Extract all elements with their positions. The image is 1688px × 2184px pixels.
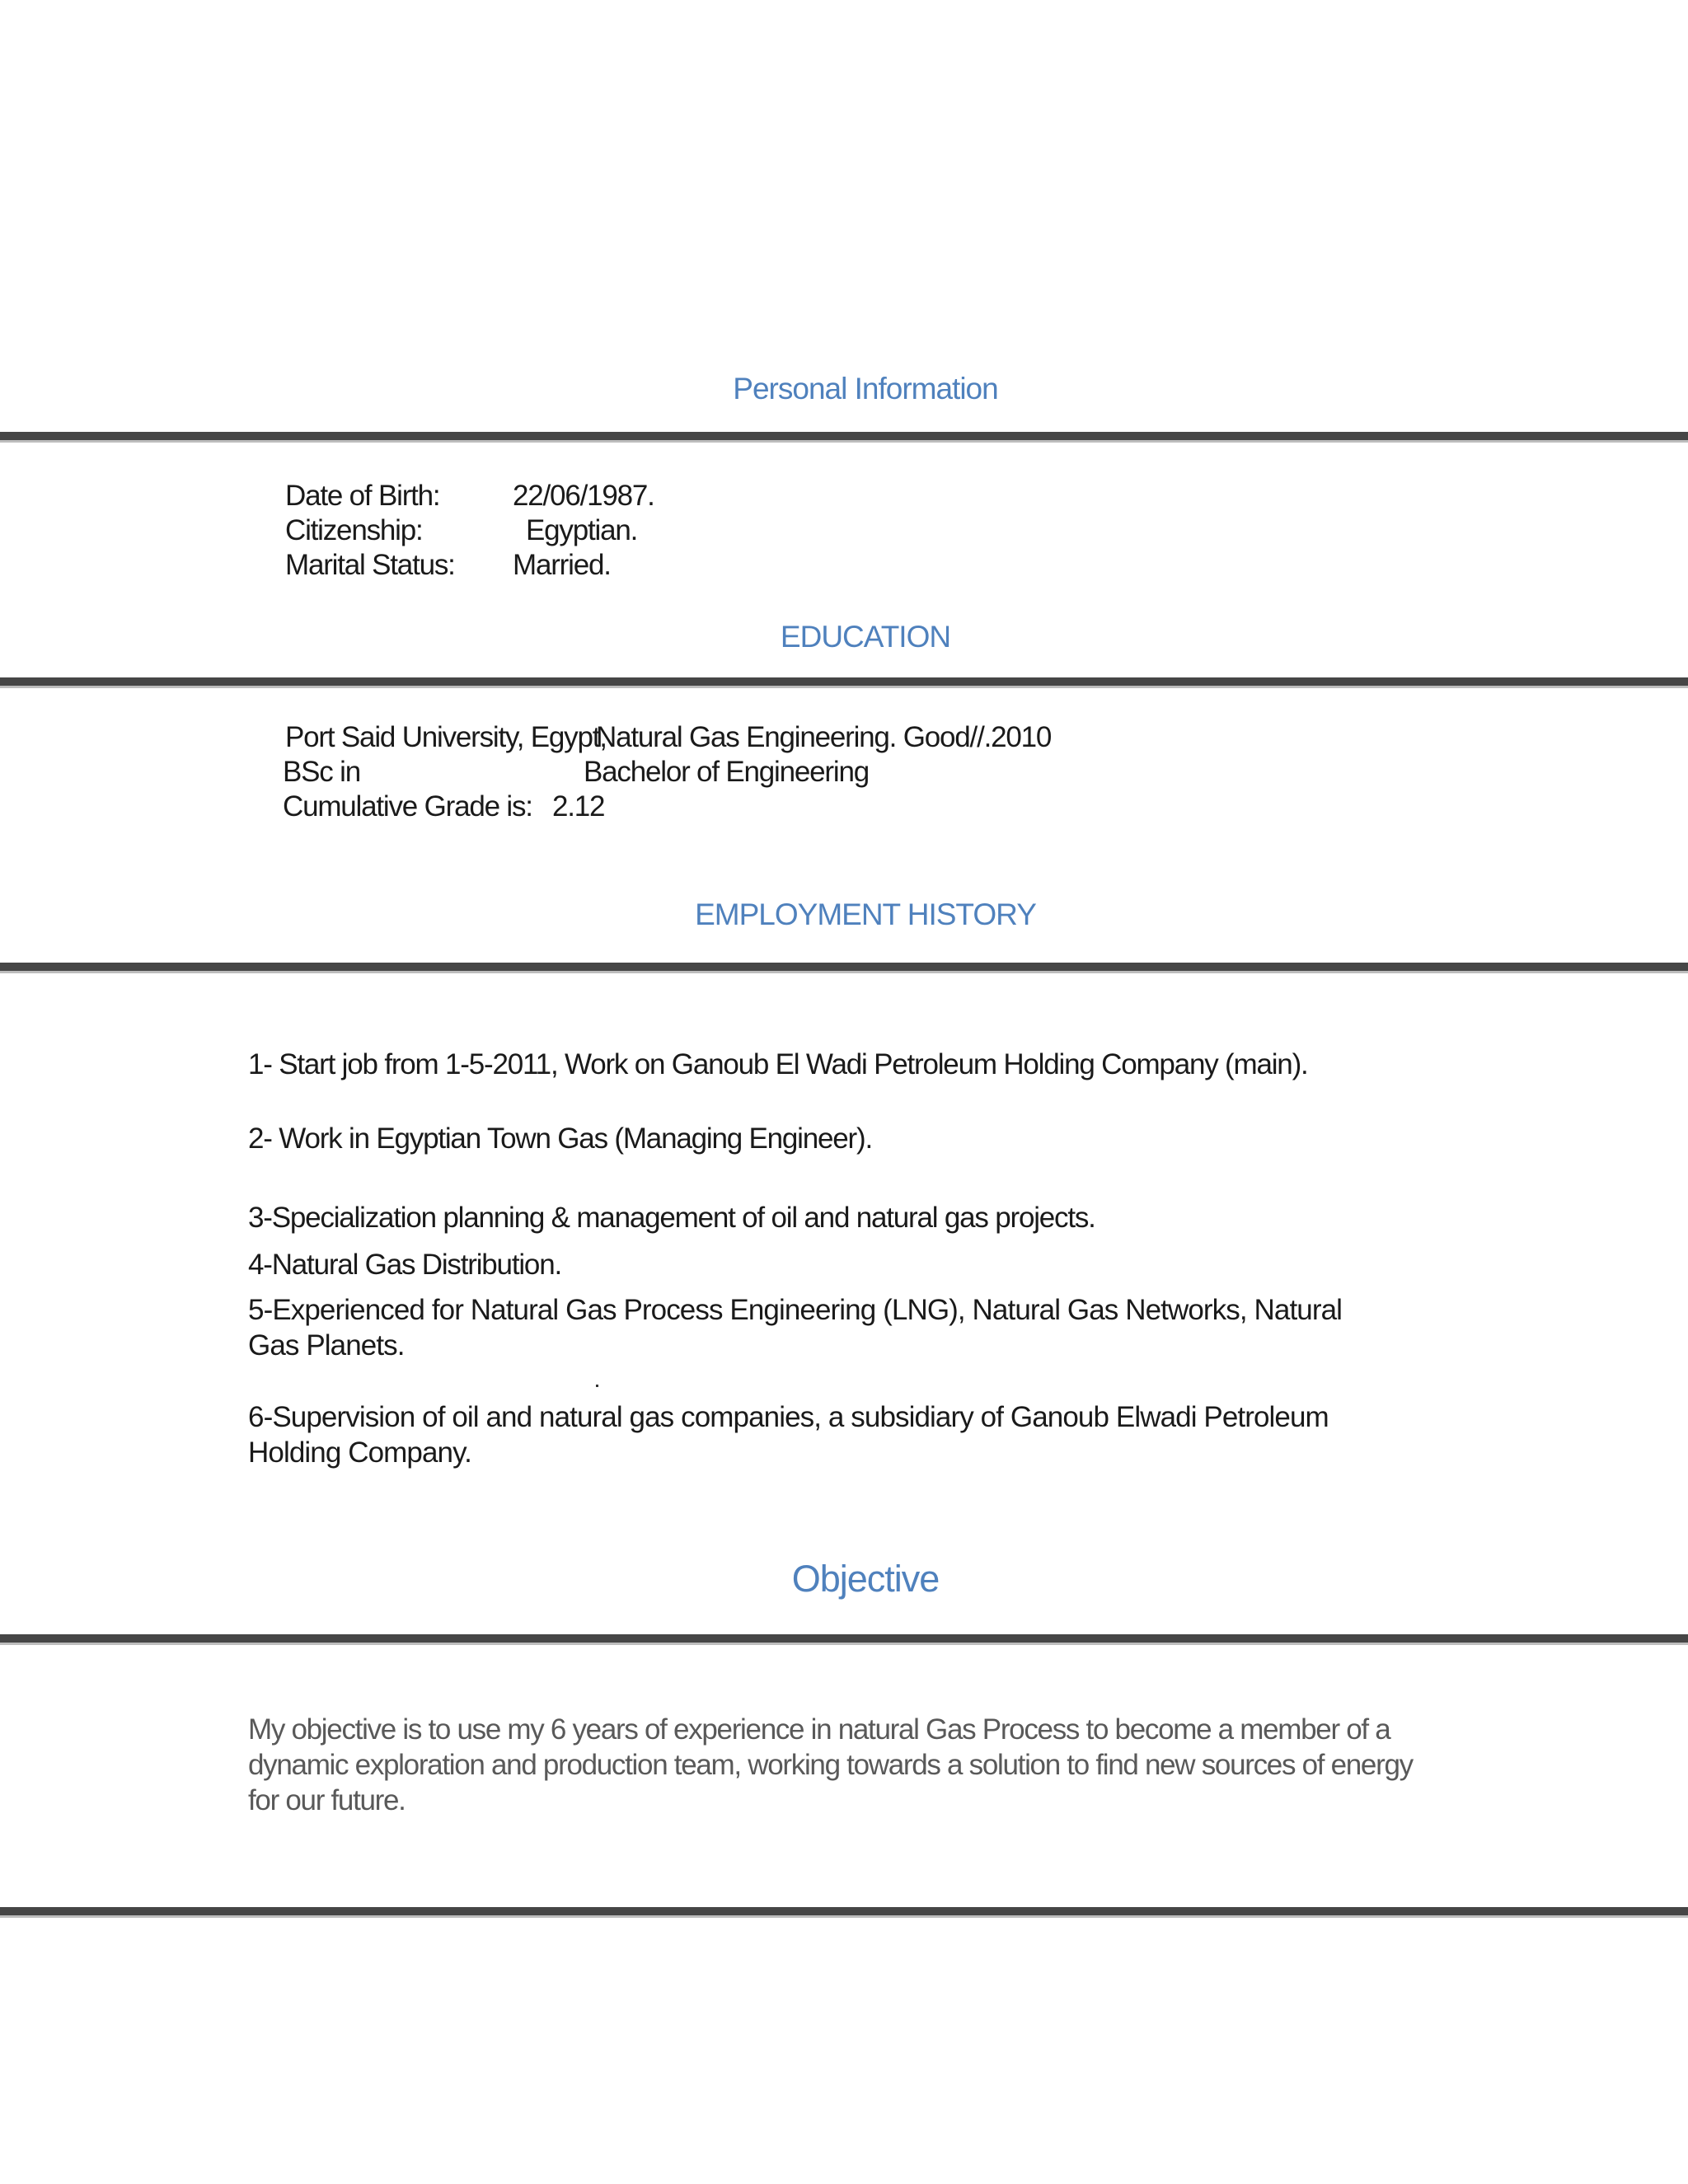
section-divider bbox=[0, 432, 1688, 443]
section-heading-education: EDUCATION bbox=[780, 620, 951, 654]
section-heading-objective: Objective bbox=[791, 1558, 940, 1600]
employment-item: 6-Supervision of oil and natural gas companies, a subsidiary of Ganoub Elwadi Petroleum Holding Company. bbox=[248, 1401, 1329, 1469]
employment-item: 2- Work in Egyptian Town Gas (Managing Engineer). bbox=[248, 1122, 872, 1155]
field-value: 22/06/1987. bbox=[513, 480, 654, 512]
employment-item: 5-Experienced for Natural Gas Process Engineering (LNG), Natural Gas Networks, Natural Gas Planets. bbox=[248, 1294, 1343, 1361]
field-label: Marital Status: bbox=[285, 549, 455, 581]
employment-item: 1- Start job from 1-5-2011, Work on Ganoub El Wadi Petroleum Holding Company (main). bbox=[248, 1048, 1308, 1080]
stray-dot bbox=[596, 1385, 598, 1387]
education-degree-label: BSc in bbox=[283, 756, 360, 788]
education-major: Natural Gas Engineering. Good//.2010 bbox=[596, 721, 1052, 753]
education-grade-value: 2.12 bbox=[552, 790, 605, 823]
section-divider bbox=[0, 963, 1688, 973]
field-label: Citizenship: bbox=[285, 514, 423, 546]
page-bottom-divider bbox=[0, 1907, 1688, 1918]
field-value: Egyptian. bbox=[526, 514, 638, 546]
education-university: Port Said University, Egypt, bbox=[285, 721, 607, 753]
employment-item: 4-Natural Gas Distribution. bbox=[248, 1249, 561, 1281]
section-divider bbox=[0, 677, 1688, 688]
section-heading-personal-information: Personal Information bbox=[733, 372, 998, 405]
education-grade-label: Cumulative Grade is: bbox=[283, 790, 532, 823]
objective-paragraph: My objective is to use my 6 years of experience in natural Gas Process to become a member of a dynamic exploration and production team, working towards a solution to find new sources of energy for our future. bbox=[248, 1713, 1413, 1816]
section-heading-employment-history: EMPLOYMENT HISTORY bbox=[695, 898, 1036, 931]
field-label: Date of Birth: bbox=[285, 480, 440, 512]
field-value: Married. bbox=[513, 549, 611, 581]
section-divider bbox=[0, 1634, 1688, 1645]
education-degree: Bachelor of Engineering bbox=[584, 756, 869, 788]
employment-item: 3-Specialization planning & management of oil and natural gas projects. bbox=[248, 1202, 1095, 1234]
